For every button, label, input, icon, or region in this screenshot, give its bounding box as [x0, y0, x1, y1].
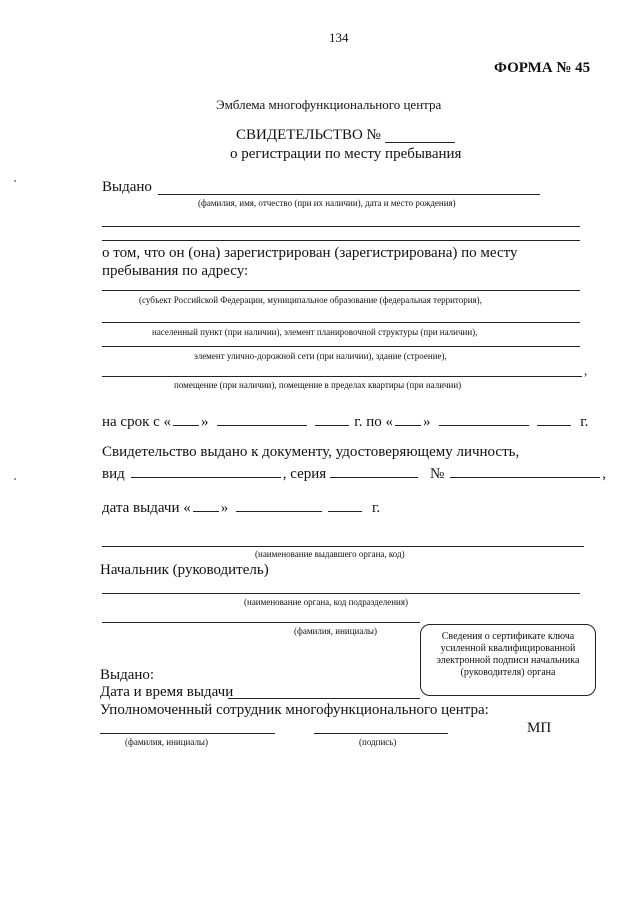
- cert-box-line: (руководителя) органа: [460, 667, 556, 678]
- issue-day-field: [193, 497, 219, 512]
- datetime-line: [228, 698, 420, 699]
- term-line: [102, 411, 589, 430]
- certificate-key-box: [420, 624, 596, 696]
- officer-label: Уполномоченный сотрудник многофункционального центра:: [100, 702, 489, 718]
- term-prefix: на срок с «: [102, 414, 172, 430]
- doc-comma: ,: [602, 466, 606, 482]
- term-year-suffix: г.: [580, 414, 589, 430]
- organ-caption: (наименование органа, код подразделения): [244, 597, 408, 607]
- registered-text-1: о том, что он (она) зарегистрирован (зарегистрирована) по месту: [102, 245, 518, 261]
- term-year-2: [537, 411, 571, 426]
- address-line-1: [102, 290, 580, 291]
- scan-mark: [14, 478, 16, 480]
- address-line-4: [102, 376, 582, 377]
- term-month-1: [217, 411, 307, 426]
- term-day-1: [173, 411, 199, 426]
- address-line-3: [102, 346, 580, 347]
- issuer-caption: (наименование выдавшего органа, код): [255, 549, 405, 559]
- issue-year-suffix: г.: [371, 500, 381, 516]
- address-caption-3: элемент улично-дорожной сети (при наличии), здание (строение),: [194, 351, 447, 361]
- officer-initials-caption: (фамилия, инициалы): [125, 737, 208, 747]
- address-caption-1: (субъект Российской Федерации, муниципальное образование (федеральная территория),: [139, 295, 482, 305]
- chief-initials-line: [102, 622, 420, 623]
- officer-signature-line: [314, 733, 448, 734]
- stamp-mark: МП: [527, 720, 552, 736]
- certificate-subtitle: о регистрации по месту пребывания: [230, 146, 462, 162]
- doc-type-field: [131, 463, 281, 478]
- address-comma: ,: [584, 363, 588, 378]
- document-line: Свидетельство выдано к документу, удостоверяющему личность,: [102, 444, 520, 460]
- term-to: г. по «: [354, 414, 394, 430]
- term-quote-2: »: [423, 414, 431, 430]
- issue-year-field: [328, 497, 362, 512]
- term-day-2: [395, 411, 421, 426]
- signature-caption: (подпись): [359, 737, 397, 747]
- doc-series-field: [330, 463, 418, 478]
- cert-box-line: усиленной квалифицированной: [440, 643, 576, 654]
- officer-initials-line: [100, 733, 275, 734]
- doc-type-label: вид: [102, 466, 125, 482]
- certificate-title: СВИДЕТЕЛЬСТВО №: [236, 127, 381, 143]
- datetime-label: Дата и время выдачи: [100, 684, 234, 700]
- issue-date-prefix: дата выдачи «: [102, 500, 191, 516]
- term-year-1: [315, 411, 349, 426]
- issued-to-line-3: [102, 240, 580, 241]
- emblem-text: Эмблема многофункционального центра: [216, 97, 442, 112]
- issue-month-field: [236, 497, 322, 512]
- issue-date-line: [102, 497, 380, 516]
- issue-date-quote: »: [220, 500, 229, 516]
- chief-label: Начальник (руководитель): [100, 562, 269, 578]
- cert-box-line: электронной подписи начальника: [436, 655, 580, 666]
- issuer-line: [102, 546, 584, 547]
- address-line-2: [102, 322, 580, 323]
- term-quote-1: »: [201, 414, 209, 430]
- address-caption-4: помещение (при наличии), помещение в пределах квартиры (при наличии): [174, 380, 462, 390]
- registered-text-2: пребывания по адресу:: [102, 263, 249, 279]
- term-month-2: [439, 411, 529, 426]
- doc-number-label: №: [429, 466, 445, 482]
- organ-line: [102, 593, 580, 594]
- address-caption-2: населенный пункт (при наличии), элемент планировочной структуры (при наличии),: [152, 327, 478, 337]
- issued-to-line-2: [102, 226, 580, 227]
- document-type-line: [102, 463, 606, 482]
- cert-box-line: Сведения о сертификате ключа: [441, 631, 575, 642]
- doc-number-field: [450, 463, 600, 478]
- certificate-number-line: [385, 142, 455, 143]
- form-number: ФОРМА № 45: [494, 60, 591, 76]
- issued-to-caption: (фамилия, имя, отчество (при их наличии), дата и место рождения): [198, 198, 456, 208]
- page-number: 134: [329, 30, 349, 45]
- chief-initials-caption: (фамилия, инициалы): [294, 626, 377, 636]
- issued-label: Выдано:: [100, 667, 155, 683]
- scan-mark: [14, 180, 16, 182]
- doc-series-label: , серия: [282, 466, 327, 482]
- issued-to-label: Выдано: [102, 179, 152, 195]
- issued-to-line: [158, 194, 540, 195]
